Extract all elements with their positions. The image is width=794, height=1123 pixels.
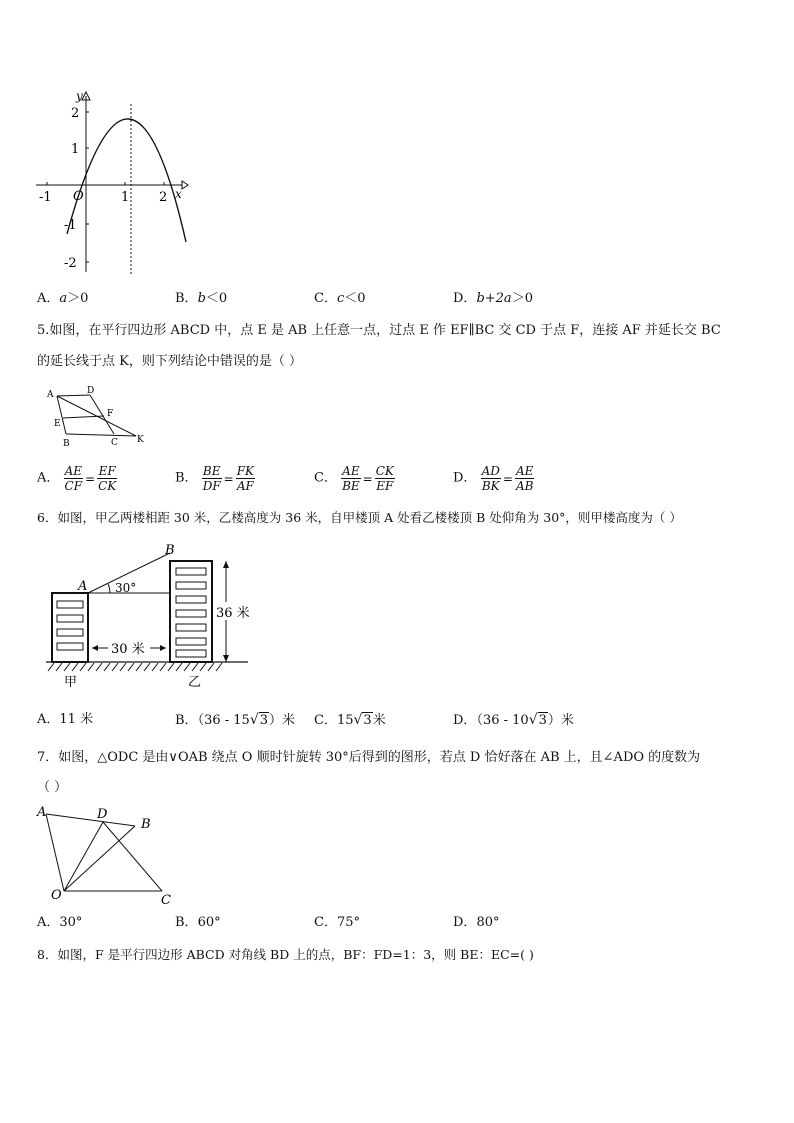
fraction: $\frac{AD}{BK}$ bbox=[481, 464, 500, 493]
q5-option-c[interactable]: C． $\frac{AE}{BE}$ = $\frac{CK}{EF}$ bbox=[314, 464, 394, 493]
q7-option-a[interactable]: A．30° bbox=[37, 915, 83, 930]
fraction: $\frac{FK}{AF}$ bbox=[236, 464, 255, 493]
fig7-label-c: C bbox=[161, 893, 171, 906]
y-tick-label: -2 bbox=[64, 256, 77, 271]
q5-option-a[interactable]: A． $\frac{AE}{CF}$ = $\frac{EF}{CK}$ bbox=[37, 464, 117, 493]
fraction: $\frac{AE}{AB}$ bbox=[515, 464, 534, 493]
fraction: $\frac{EF}{CK}$ bbox=[98, 464, 117, 493]
fig5-label-d: D bbox=[87, 386, 95, 396]
y-axis-label: y bbox=[76, 89, 83, 103]
q5-stem-line1: 5.如图，在平行四边形 ABCD 中，点 E 是 AB 上任意一点，过点 E 作 EF∥BC 交 CD 于点 F，连接 AF 并延长交 BC bbox=[37, 323, 721, 338]
fig5-label-c: C bbox=[111, 438, 118, 448]
q7-option-b[interactable]: B．60° bbox=[175, 915, 221, 930]
sqrt-icon: √ bbox=[528, 712, 538, 728]
rotation-figure bbox=[34, 800, 184, 906]
fig6-label-distance: 30 米 bbox=[111, 642, 145, 657]
y-tick-label: 2 bbox=[71, 106, 80, 121]
q4-option-c[interactable]: C．c＜0 bbox=[314, 291, 366, 306]
q7-stem-line1: 7．如图，△ODC 是由∨OAB 绕点 O 顺时针旋转 30°后得到的图形，若点 D 恰好落在 AB 上，且∠ADO 的度数为 bbox=[37, 750, 701, 765]
q6-stem: 6．如图，甲乙两楼相距 30 米，乙楼高度为 36 米，自甲楼顶 A 处看乙楼楼顶 B 处仰角为 30°，则甲楼高度为（ ） bbox=[37, 510, 682, 525]
q4-option-a[interactable]: A．a＞0 bbox=[37, 291, 89, 306]
fig5-label-k: K bbox=[137, 435, 144, 445]
x-tick-label: -1 bbox=[39, 190, 52, 205]
sqrt-icon: √ bbox=[353, 712, 363, 728]
q6-option-d[interactable]: D．（36 - 10√3）米 bbox=[453, 712, 574, 728]
q8-stem: 8．如图，F 是平行四边形 ABCD 对角线 BD 上的点，BF：FD=1：3，则 BE：EC=( ) bbox=[37, 947, 534, 962]
q7-stem-line2: （ ） bbox=[37, 780, 68, 795]
q5-option-d[interactable]: D． $\frac{AD}{BK}$ = $\frac{AE}{AB}$ bbox=[453, 464, 534, 493]
fig6-label-b: B bbox=[165, 543, 175, 558]
parallelogram-figure bbox=[44, 386, 150, 450]
sqrt-icon: √ bbox=[249, 712, 259, 728]
fig5-label-f: F bbox=[107, 409, 114, 419]
q5-stem-line2: 的延长线于点 K，则下列结论中错误的是（ ） bbox=[37, 354, 302, 369]
q4-option-d[interactable]: D．b+2a＞0 bbox=[453, 291, 533, 306]
q5-option-b[interactable]: B． $\frac{BE}{DF}$ = $\frac{FK}{AF}$ bbox=[175, 464, 255, 493]
fig7-label-a: A bbox=[37, 805, 47, 820]
fraction: $\frac{CK}{EF}$ bbox=[375, 464, 394, 493]
fig7-label-b: B bbox=[141, 817, 151, 832]
x-axis-label: x bbox=[175, 187, 182, 201]
fig5-label-e: E bbox=[54, 419, 61, 429]
buildings-figure bbox=[40, 540, 260, 692]
x-tick-label: 2 bbox=[159, 190, 168, 205]
q6-option-b[interactable]: B．（36 - 15√3）米 bbox=[175, 712, 296, 728]
q6-option-c[interactable]: C．15√3米 bbox=[314, 712, 386, 728]
y-tick-label: 1 bbox=[71, 142, 80, 157]
fig6-label-left-building: 甲 bbox=[64, 675, 78, 690]
origin-label: O bbox=[73, 189, 84, 204]
x-tick-label: 1 bbox=[121, 190, 130, 205]
fig7-label-d: D bbox=[97, 807, 108, 822]
q7-option-c[interactable]: C．75° bbox=[314, 915, 360, 930]
fig6-label-right-building: 乙 bbox=[188, 675, 202, 690]
fraction: $\frac{AE}{CF}$ bbox=[64, 464, 83, 493]
fig6-label-angle: 30° bbox=[115, 581, 137, 595]
fig6-label-height: 36 米 bbox=[216, 606, 250, 621]
q6-option-a[interactable]: A．11 米 bbox=[37, 712, 94, 727]
fraction: $\frac{BE}{DF}$ bbox=[202, 464, 221, 493]
fig5-label-a: A bbox=[47, 390, 54, 400]
q4-option-b[interactable]: B．b＜0 bbox=[175, 291, 228, 306]
parabola-graph bbox=[30, 86, 200, 278]
q7-option-d[interactable]: D．80° bbox=[453, 915, 500, 930]
fig5-label-b: B bbox=[63, 439, 70, 449]
y-tick-label: -1 bbox=[64, 218, 77, 233]
fraction: $\frac{AE}{BE}$ bbox=[342, 464, 360, 493]
fig6-label-a: A bbox=[78, 579, 88, 594]
fig7-label-o: O bbox=[51, 888, 62, 903]
